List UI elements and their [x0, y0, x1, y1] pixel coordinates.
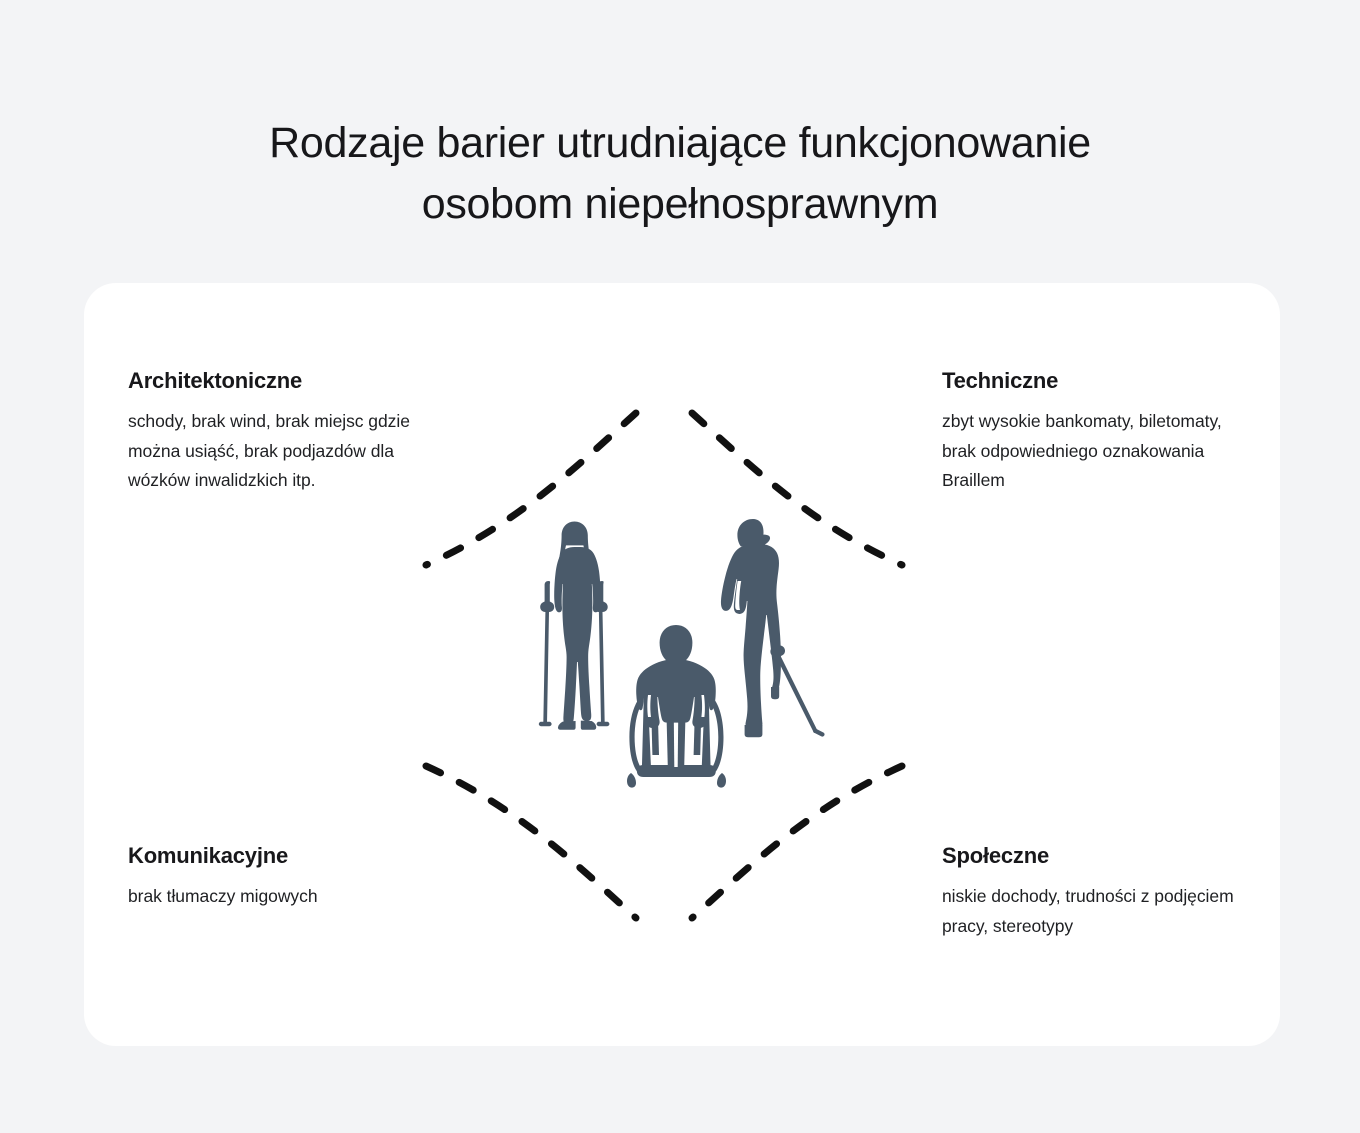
man-with-crutch-icon: [721, 519, 825, 737]
quadrant-body-komunikacyjne: brak tłumaczy migowych: [128, 886, 318, 906]
quadrant-architektoniczne: [128, 367, 458, 496]
silhouette-figures-group: [527, 515, 847, 815]
arc-bottom-right-path: [692, 766, 902, 918]
arc-top-right-path: [692, 413, 902, 565]
quadrant-body-spoleczne: niskie dochody, trudności z podjęciem pracy, stereotypy: [942, 886, 1234, 936]
quadrant-body-architektoniczne: schody, brak wind, brak miejsc gdzie można usiąść, brak podjazdów dla wózków inwalidzkich itp.: [128, 411, 410, 490]
quadrant-spoleczne: [942, 842, 1272, 941]
page-title-line-1: Rodzaje barier utrudniające funkcjonowanie: [269, 118, 1091, 167]
quadrant-title-spoleczne: Społeczne: [942, 843, 1050, 868]
silhouettes-svg: [527, 515, 847, 815]
page-title-line-2: osobom niepełnosprawnym: [421, 179, 939, 228]
quadrant-body-techniczne: zbyt wysokie bankomaty, biletomaty, brak odpowiedniego oznakowania Braillem: [942, 411, 1222, 490]
quadrant-title-architektoniczne: Architektoniczne: [128, 368, 303, 393]
man-in-wheelchair-icon: [627, 625, 726, 788]
woman-with-crutches-icon: [539, 522, 610, 730]
infographic-card: [84, 283, 1280, 1046]
page-title: [0, 113, 1360, 235]
quadrant-komunikacyjne: [128, 842, 458, 912]
quadrant-title-komunikacyjne: Komunikacyjne: [128, 843, 289, 868]
quadrant-title-techniczne: Techniczne: [942, 368, 1059, 393]
quadrant-techniczne: [942, 367, 1272, 496]
